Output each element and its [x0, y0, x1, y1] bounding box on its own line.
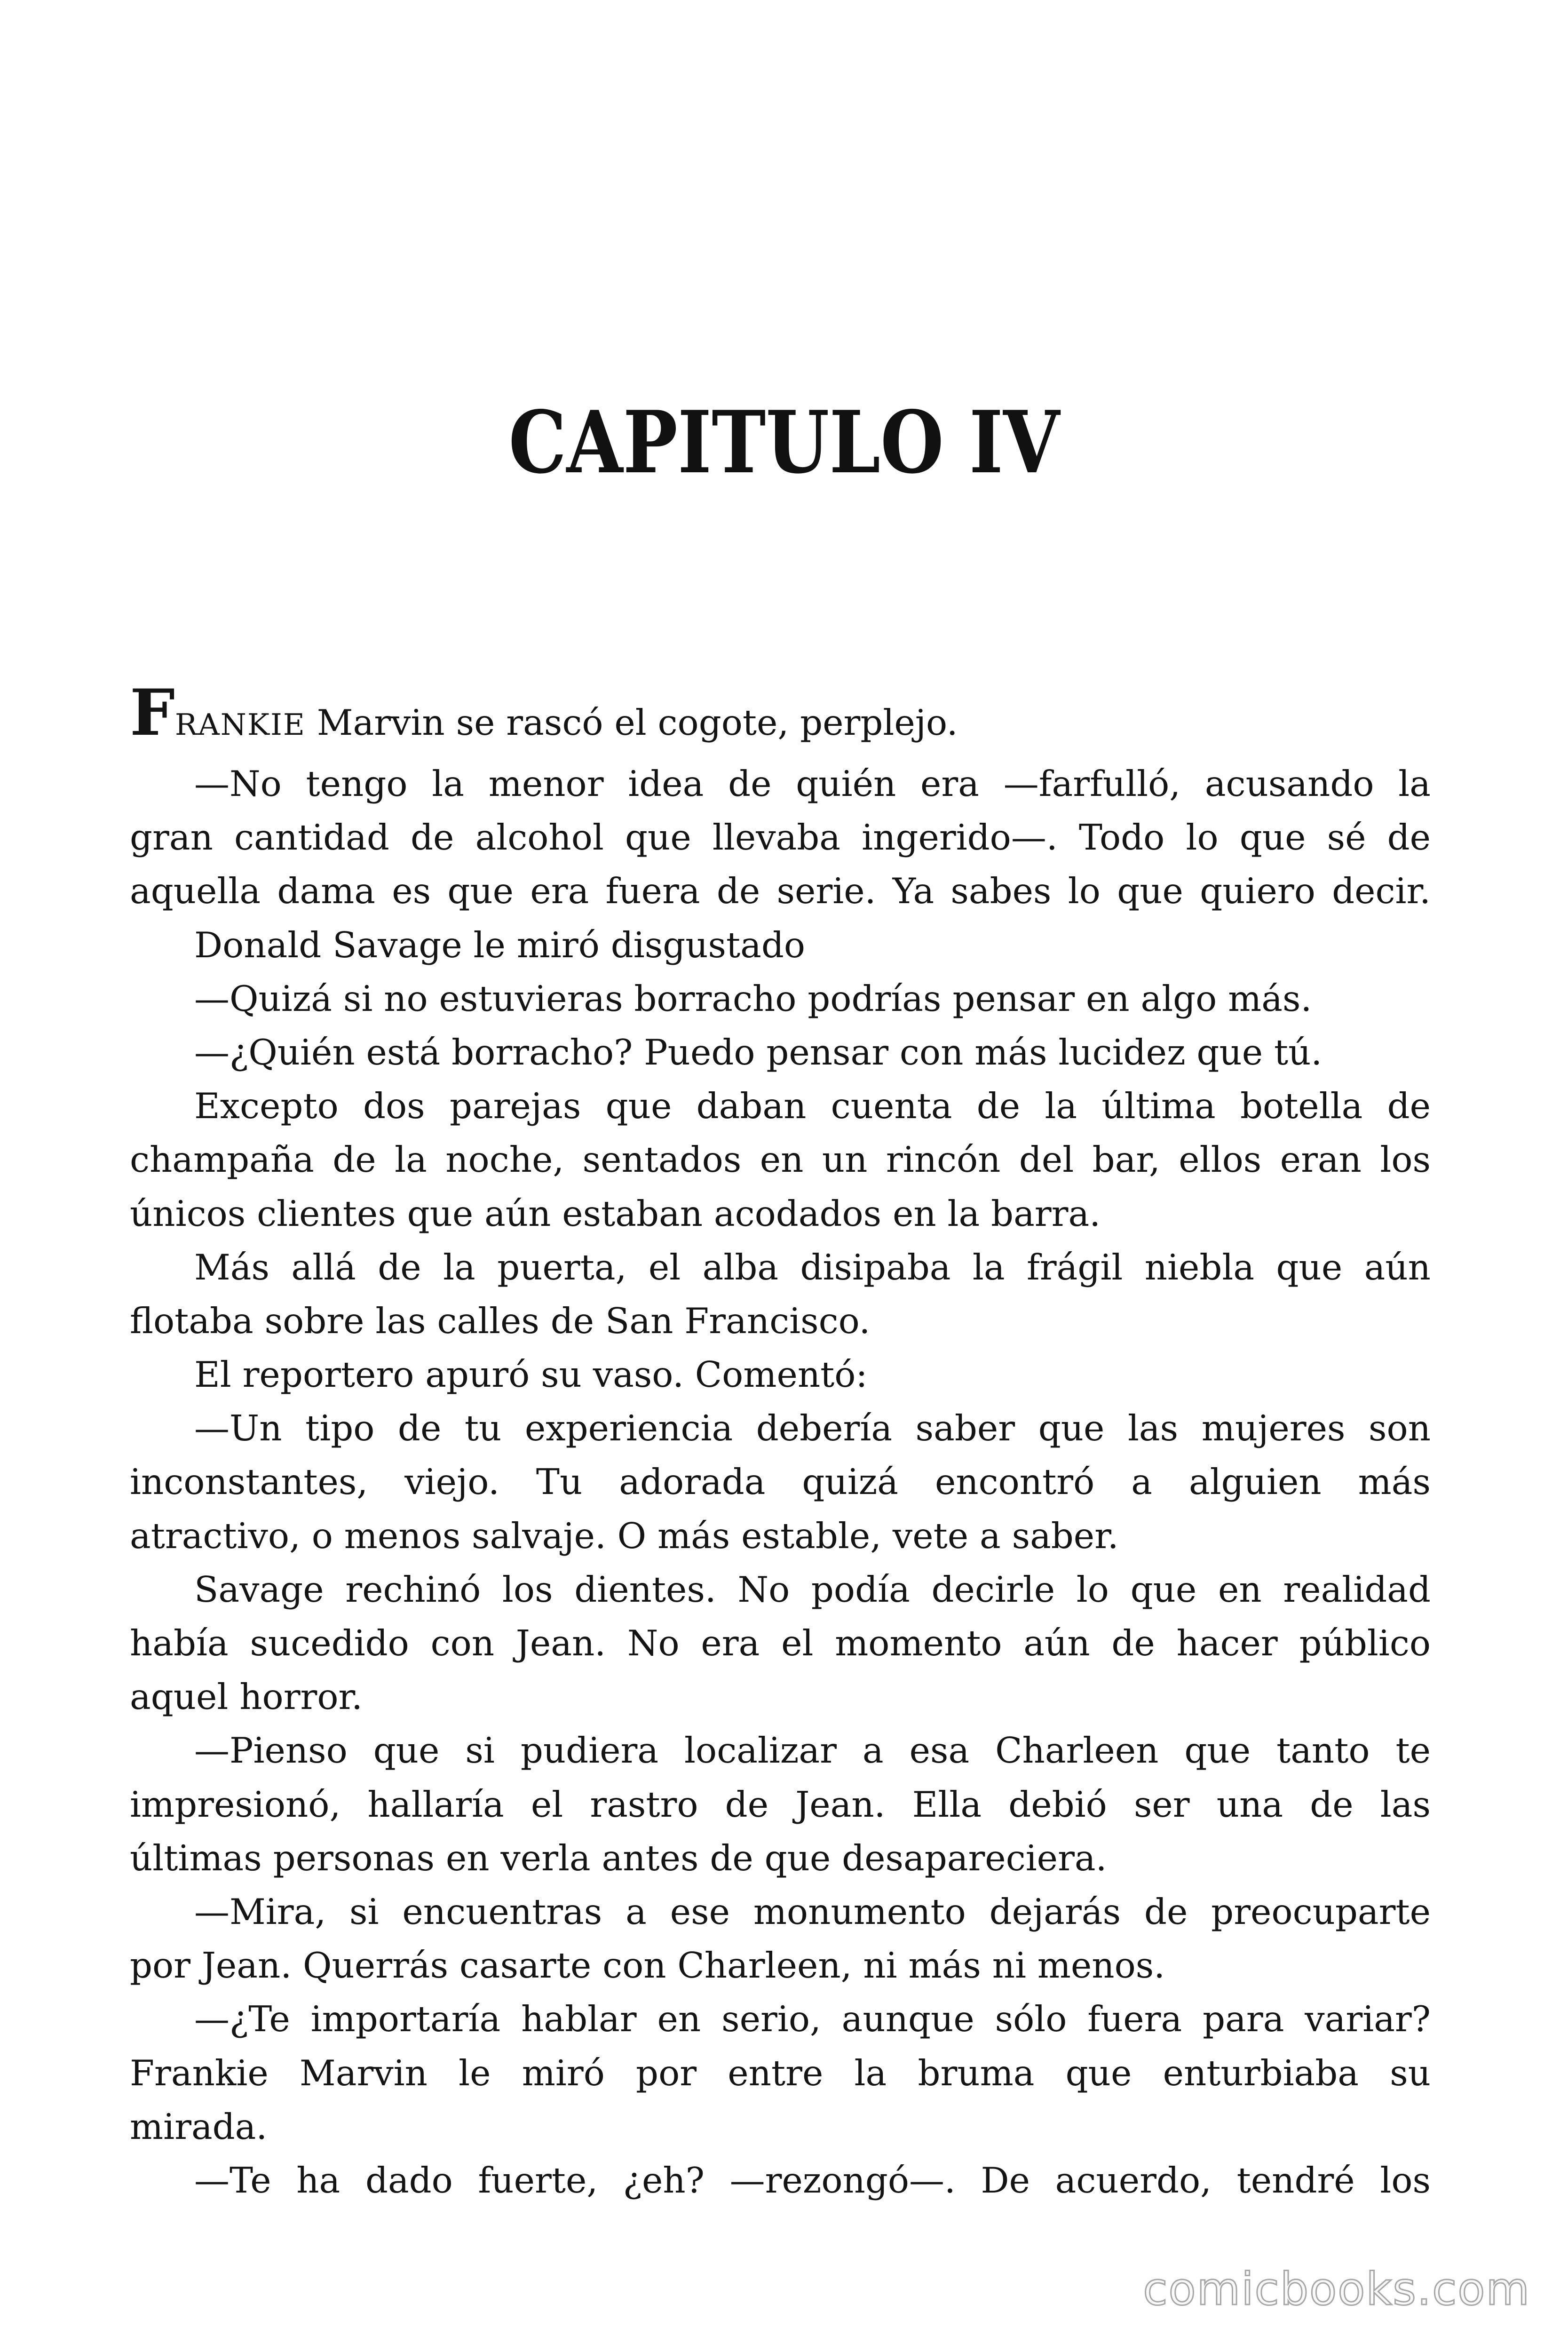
- paragraph: [130, 1401, 1431, 1563]
- text-line: últimas personas en verla antes de que desapareciera.: [130, 1837, 1107, 1879]
- text-line: —Mira, si encuentras a ese monumento dejarás de preocuparte: [194, 1891, 1431, 1932]
- paragraph: [130, 972, 1431, 1025]
- paragraph: [130, 2153, 1431, 2207]
- text-line: —¿Quién está borracho? Puedo pensar con más lucidez que tú.: [194, 1031, 1323, 1073]
- text-line: —No tengo la menor idea de quién era —farfulló, acusando la: [194, 763, 1431, 804]
- opening-line-text: Marvin se rascó el cogote, perplejo.: [317, 702, 958, 743]
- text-line: —Quizá si no estuvieras borracho podrías pensar en algo más.: [194, 977, 1312, 1019]
- chapter-heading: [0, 392, 1568, 493]
- text-line: El reportero apuró su vaso. Comentó:: [194, 1354, 868, 1396]
- text-line: impresionó, hallaría el rastro de Jean. Ella debió ser una de las: [130, 1783, 1431, 1825]
- text-line: Frankie Marvin le miró por entre la bruma que enturbiaba su: [130, 2052, 1431, 2094]
- opening-paragraph: [130, 675, 1431, 757]
- text-line: había sucedido con Jean. No era el momento aún de hacer público: [130, 1622, 1431, 1664]
- initial-letter: F: [130, 675, 175, 750]
- paragraph: [130, 1079, 1431, 1240]
- paragraph: [130, 1240, 1431, 1348]
- opening-line: [130, 675, 1431, 757]
- text-line: aquella dama es que era fuera de serie. Ya sabes lo que quiero decir.: [130, 870, 1431, 912]
- text-line: Excepto dos parejas que daban cuenta de la última botella de: [194, 1085, 1431, 1127]
- text-line: Más allá de la puerta, el alba disipaba la frágil niebla que aún: [194, 1246, 1431, 1288]
- opening-small-caps: RANKIE: [174, 707, 306, 742]
- paragraph: [130, 1025, 1431, 1079]
- text-line: atractivo, o menos salvaje. O más estable, vete a saber.: [130, 1515, 1119, 1557]
- text-line: Donald Savage le miró disgustado: [194, 924, 806, 966]
- chapter-title: CAPITULO IV: [508, 392, 1060, 493]
- text-line: —¿Te importaría hablar en serio, aunque sólo fuera para variar?: [194, 1998, 1431, 2040]
- paragraph: [130, 1563, 1431, 1724]
- watermark-text: comicbooks.com: [1143, 2264, 1530, 2315]
- text-line: mirada.: [130, 2106, 268, 2147]
- text-line: —Un tipo de tu experiencia debería saber que las mujeres son: [194, 1407, 1431, 1449]
- text-line: champaña de la noche, sentados en un rincón del bar, ellos eran los: [130, 1139, 1431, 1181]
- text-line: flotaba sobre las calles de San Francisco.: [130, 1300, 871, 1342]
- text-line: aquel horror.: [130, 1676, 363, 1718]
- paragraph: [130, 1724, 1431, 1885]
- paragraph: [130, 918, 1431, 972]
- paragraph: [130, 1885, 1431, 1992]
- text-line: inconstantes, viejo. Tu adorada quizá encontró a alguien más: [130, 1461, 1431, 1503]
- text-line: por Jean. Querrás casarte con Charleen, ni más ni menos.: [130, 1945, 1165, 1986]
- text-line: gran cantidad de alcohol que llevaba ingerido—. Todo lo que sé de: [130, 817, 1431, 858]
- paragraph: [130, 757, 1431, 918]
- chapter-body: [130, 675, 1431, 2207]
- text-line: Savage rechinó los dientes. No podía decirle lo que en realidad: [194, 1568, 1431, 1610]
- text-line: únicos clientes que aún estaban acodados en la barra.: [130, 1192, 1101, 1234]
- text-line: —Te ha dado fuerte, ¿eh? —rezongó—. De acuerdo, tendré los: [194, 2159, 1431, 2201]
- paragraph: [130, 1992, 1431, 2153]
- paragraph: [130, 1348, 1431, 1401]
- text-line: —Pienso que si pudiera localizar a esa Charleen que tanto te: [194, 1730, 1431, 1772]
